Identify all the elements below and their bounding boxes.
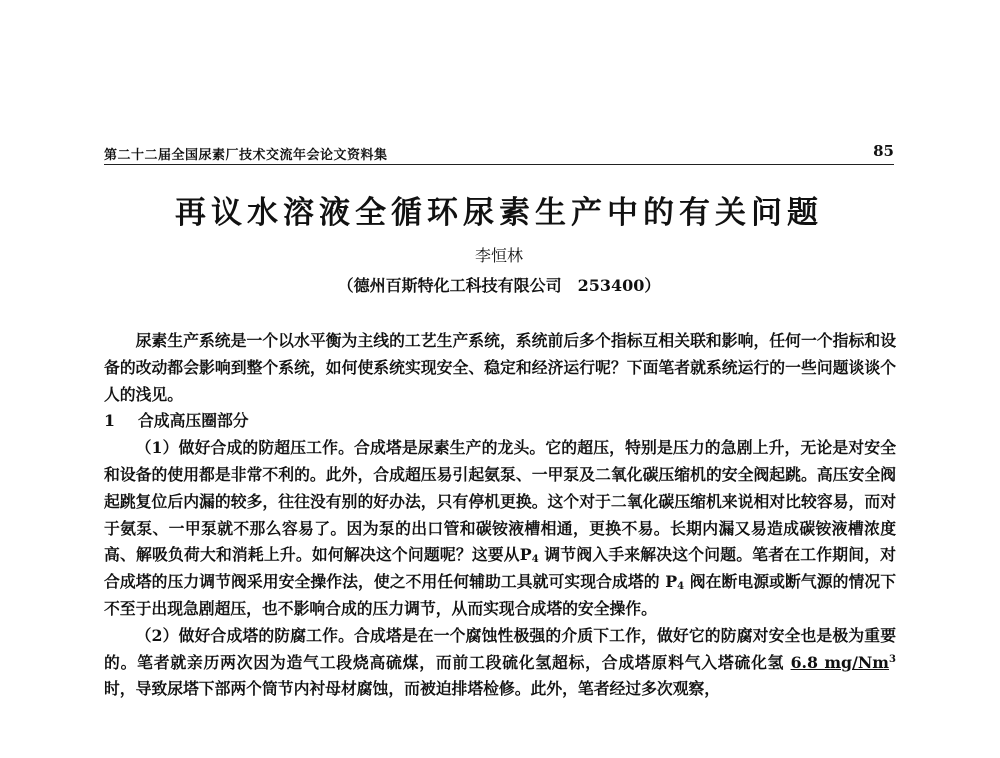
body-text (104, 328, 896, 703)
paragraph-2 (104, 623, 896, 703)
paper-title: 再议水溶液全循环尿素生产中的有关问题 (175, 195, 823, 231)
paragraph-1-part-a: （1）做好合成的防超压工作。合成塔是尿素生产的龙头。它的超压，特别是压力的急剧上升，无论是对安全和设备的使用都是非常不利的。此外，合成超压易引起氨泵、一甲泵及二氧化碳压缩机的安全阀起跳。高压安全阀起跳复位后内漏的较多，往往没有别的好办法，只有停机更换。这个对于二氧化碳压缩机来说相对比较容易，而对于氨泵、一甲泵就不那么容易了。因为泵的出口管和碳铵液槽相通，更换不易。长期内漏又易造成碳铵液槽浓度高、解吸负荷大和消耗上升。如何解决这个问题呢？这要从 (104, 438, 896, 565)
p4-subscript: 4 (531, 554, 539, 566)
concentration-value: 6.8 mg/Nm (790, 652, 890, 672)
intro-paragraph: 尿素生产系统是一个以水平衡为主线的工艺生产系统，系统前后多个指标互相关联和影响，任何一个指标和设备的改动都会影响到整个系统，如何使系统实现安全、稳定和经济运行呢？下面笔者就系统运行的一些问题谈谈个人的浅见。 (104, 331, 896, 404)
section-title: 合成高压圈部分 (138, 411, 249, 431)
running-header (104, 142, 894, 165)
author-name: 李恒林 (474, 246, 523, 265)
p4-symbol: P (519, 545, 532, 565)
section-number: 1 (104, 411, 115, 431)
page-number: 85 (873, 142, 894, 160)
paragraph-2-part-a: （2）做好合成塔的防腐工作。合成塔是在一个腐蚀性极强的介质下工作，做好它的防腐对安全也是极为重要的。笔者就亲历两次因为造气工段烧高硫煤，而前工段硫化氢超标，合成塔原料气入塔硫化氢 (104, 625, 896, 672)
unit-superscript: 3 (889, 653, 896, 665)
conference-title: 第二十二届全国尿素厂技术交流年会论文资料集 (104, 148, 388, 163)
section-heading (104, 408, 896, 435)
affiliation: （德州百斯特化工科技有限公司 253400） (337, 276, 661, 295)
paragraph-2-part-b: 时，导致尿塔下部两个筒节内衬母材腐蚀，而被迫排塔检修。此外，笔者经过多次观察， (104, 679, 721, 699)
paragraph-1-part-b: 调节阀入手来解决这个问题。笔者在工作期间，对合成塔的压力调节阀采用安全操作法，使之不用任何辅助工具就可实现合成塔的 (104, 545, 896, 592)
paragraph-1 (104, 435, 896, 623)
p4-subscript-2: 4 (677, 581, 685, 593)
p4-symbol-2: P (665, 572, 678, 592)
paragraph-1-part-c: 阀在断电源或断气源的情况下不至于出现急剧超压，也不影响合成的压力调节，从而实现合成塔的安全操作。 (104, 572, 896, 618)
